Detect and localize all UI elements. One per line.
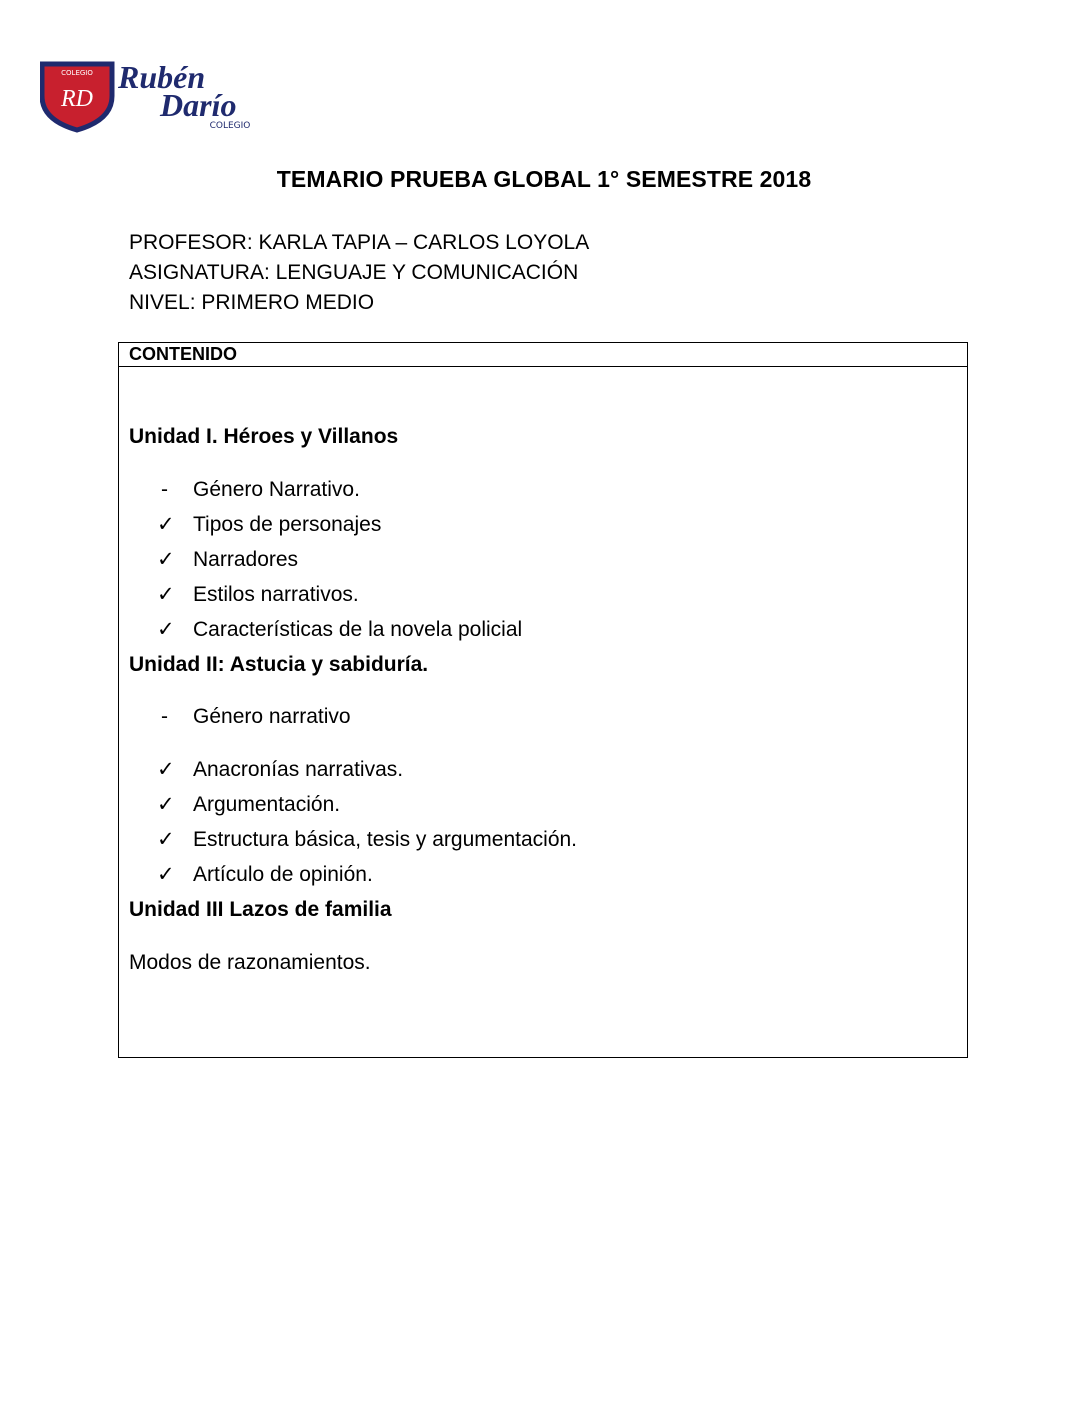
check-icon: ✓ <box>157 863 175 886</box>
list-item-text: Género narrativo <box>193 705 351 728</box>
list-item <box>157 757 403 783</box>
document-meta <box>129 228 589 318</box>
list-item-text: Anacronías narrativas. <box>193 758 404 781</box>
list-item <box>157 477 360 503</box>
unit-3-title: Unidad III Lazos de familia <box>129 898 392 921</box>
check-icon: ✓ <box>157 618 175 641</box>
list-item <box>157 547 298 573</box>
check-icon: ✓ <box>157 583 175 606</box>
school-logo <box>40 58 280 134</box>
meta-nivel: NIVEL: PRIMERO MEDIO <box>129 291 375 314</box>
logo-name-line1: Rubén <box>118 59 206 95</box>
list-item <box>157 582 359 608</box>
list-item <box>157 827 577 853</box>
list-item-text: Estilos narrativos. <box>193 583 359 606</box>
logo-badge-arc-text: COLEGIO <box>61 69 93 77</box>
unit-2-title: Unidad II: Astucia y sabiduría. <box>129 653 429 676</box>
list-item-text: Argumentación. <box>193 793 341 816</box>
check-icon: ✓ <box>157 793 175 816</box>
logo-subtitle: COLEGIO <box>209 121 251 131</box>
list-item-text: Estructura básica, tesis y argumentación. <box>193 828 578 851</box>
check-icon: ✓ <box>157 758 175 781</box>
dash-icon: - <box>161 705 168 728</box>
list-item-text: Narradores <box>193 548 299 571</box>
list-item-text: Género Narrativo. <box>193 478 360 501</box>
list-item <box>157 704 351 730</box>
logo-badge-text: RD <box>61 86 93 112</box>
list-item <box>157 512 381 538</box>
list-item <box>157 792 340 818</box>
content-table <box>118 342 968 1058</box>
check-icon: ✓ <box>157 548 175 571</box>
page-title: TEMARIO PRUEBA GLOBAL 1° SEMESTRE 2018 <box>276 166 812 192</box>
logo-name-line2: Darío <box>160 87 237 123</box>
unit-3-text: Modos de razonamientos. <box>129 951 371 974</box>
list-item <box>157 617 522 643</box>
check-icon: ✓ <box>157 828 175 851</box>
meta-asignatura: ASIGNATURA: LENGUAJE Y COMUNICACIÓN <box>129 261 579 284</box>
list-item-text: Tipos de personajes <box>193 513 382 536</box>
list-item-text: Características de la novela policial <box>193 618 523 641</box>
list-item-text: Artículo de opinión. <box>193 863 373 886</box>
table-header: CONTENIDO <box>119 343 967 367</box>
unit-1-title: Unidad I. Héroes y Villanos <box>129 425 399 448</box>
check-icon: ✓ <box>157 513 175 536</box>
meta-profesor: PROFESOR: KARLA TAPIA – CARLOS LOYOLA <box>129 231 590 254</box>
list-item <box>157 862 373 888</box>
dash-icon: - <box>161 478 168 501</box>
